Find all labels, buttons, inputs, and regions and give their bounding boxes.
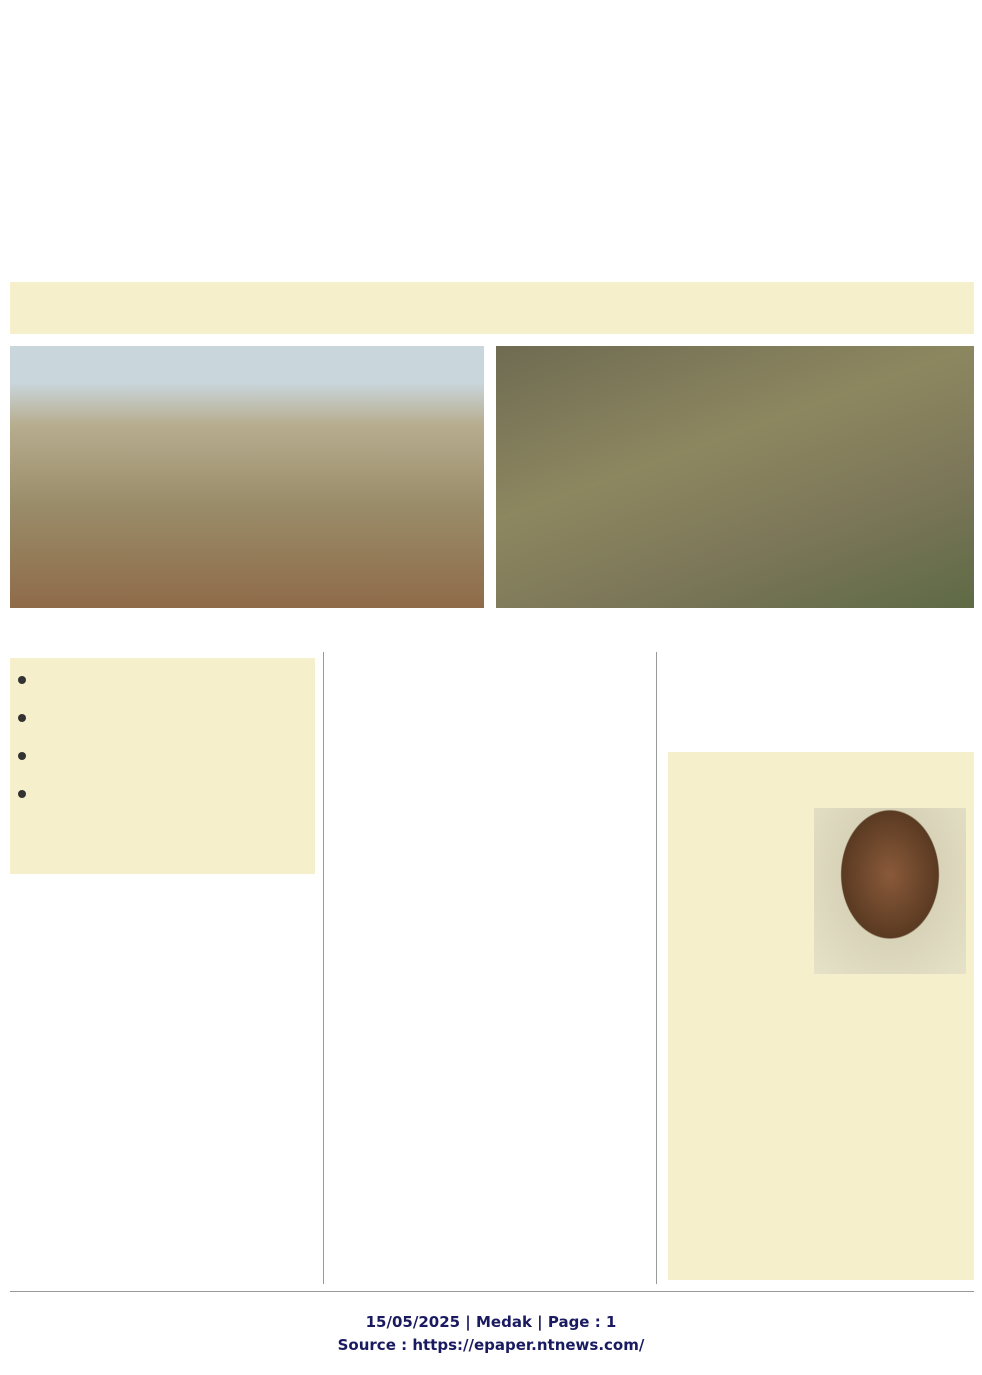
bullet-icon	[18, 790, 26, 798]
highlight-item	[10, 702, 315, 740]
bullet-icon	[18, 752, 26, 760]
bullet-icon	[18, 714, 26, 722]
highlight-item	[10, 664, 315, 702]
highlights-box	[10, 658, 315, 874]
footer-dateline: 15/05/2025 | Medak | Page : 1	[365, 1313, 617, 1331]
person-photo	[814, 808, 966, 974]
construction-photo	[10, 346, 484, 608]
column-divider	[656, 652, 657, 1284]
boulders-photo	[496, 346, 974, 608]
footer-source: Source : https://epaper.ntnews.com/	[337, 1336, 645, 1354]
deck-band	[10, 282, 974, 334]
highlight-item	[10, 778, 315, 816]
right-photo-caption	[496, 614, 974, 644]
bullet-icon	[18, 676, 26, 684]
footer-divider	[10, 1291, 974, 1292]
column-divider	[323, 652, 324, 1284]
highlight-item	[10, 740, 315, 778]
left-photo-caption	[14, 614, 484, 644]
quote-box	[668, 752, 974, 1280]
